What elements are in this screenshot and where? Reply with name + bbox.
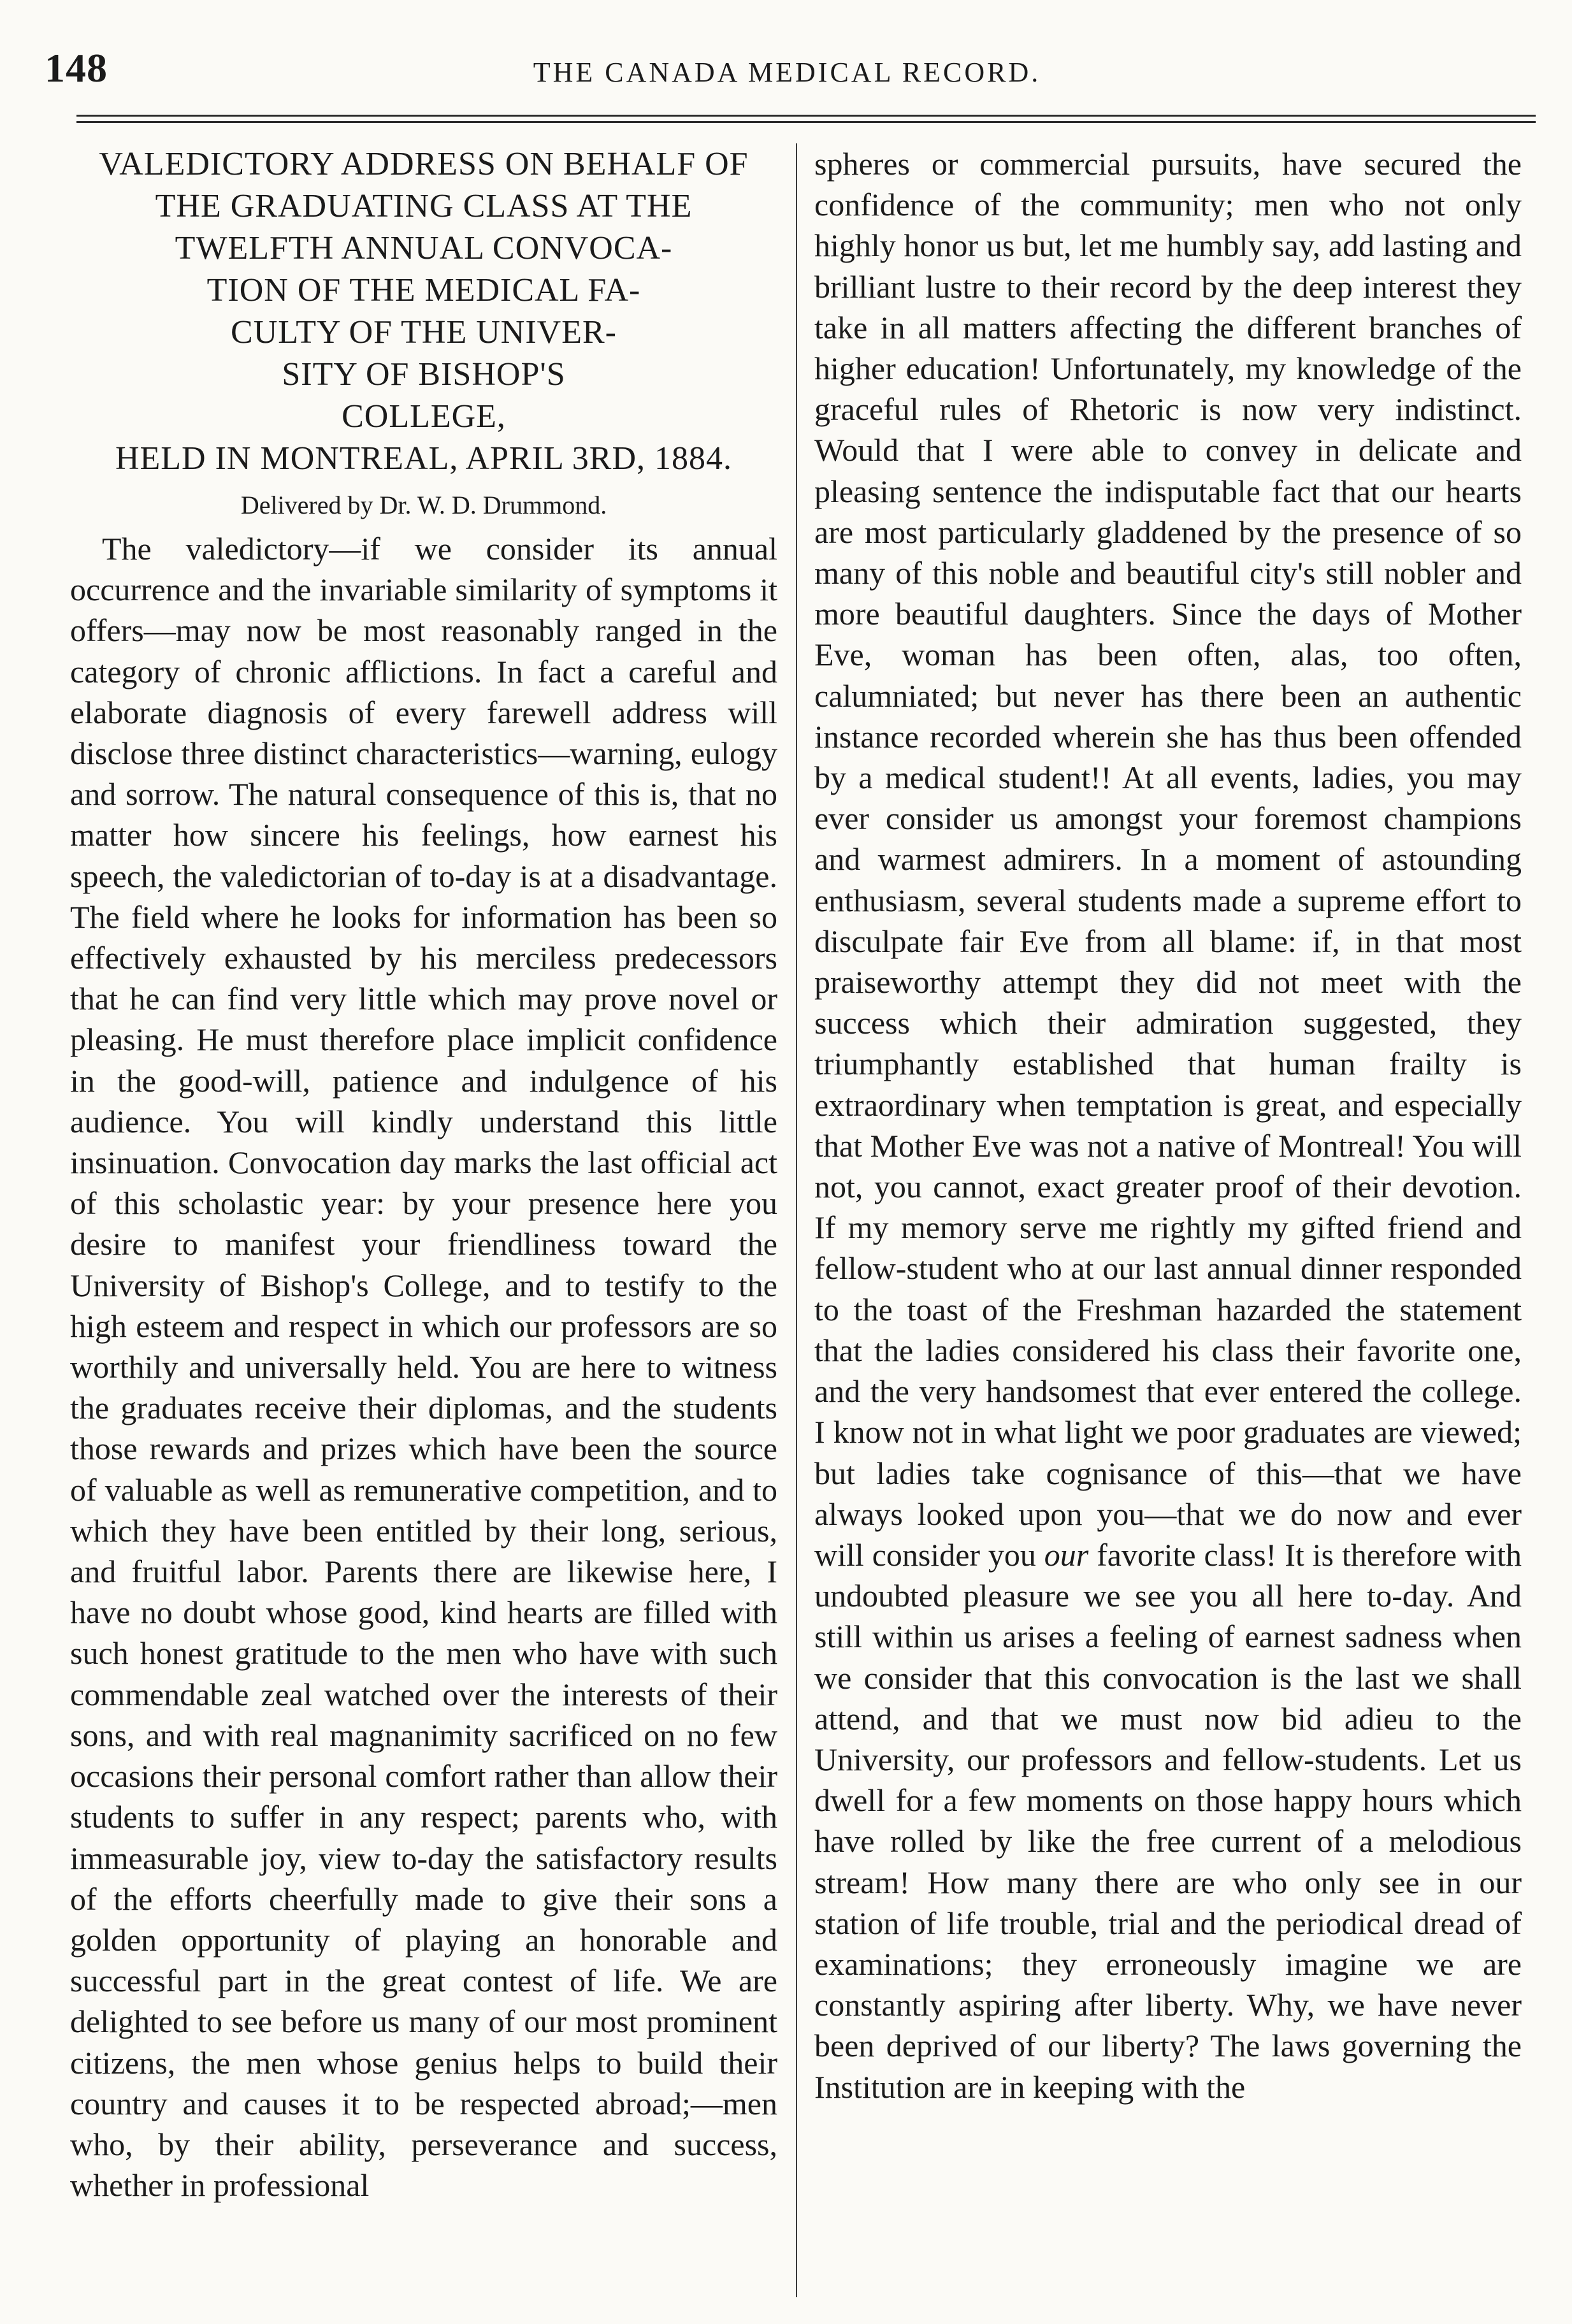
byline: Delivered by Dr. W. D. Drummond. xyxy=(240,491,607,519)
title-line: HELD IN MONTREAL, APRIL 3RD, 1884. xyxy=(115,440,733,477)
body-text-segment: favorite class! It is therefore with undoubted pleasure we see you all here to-day. And still within us arises a feeling of earnest sadness when we consider that this convocation is the last we shall attend, and that we must now bid adieu to the University, our professors and fellow-students. Let us dwell for a few moments on those happy hours which have rolled by like the free current of a melodious stream! How many there are who only see in our station of life trouble, trial and the periodical dread of examinations; they erroneously imagine we are constantly aspiring after liberty. Why, we have never been deprived of our liberty? The laws governing the Institution are in keeping with the xyxy=(814,1536,1522,2105)
title-line: CULTY OF THE UNIVER- xyxy=(231,314,617,350)
body-paragraph-right xyxy=(814,143,1522,2107)
header-rule-lower xyxy=(76,121,1536,123)
page-header xyxy=(45,45,1529,121)
right-column xyxy=(814,143,1522,2297)
body-paragraph-left: The valedictory—if we consider its annual occurrence and the invariable similarity of symptoms it offers—may now be most reasonably ranged in the category of chronic afflictions. In fact a careful and elaborate diagnosis of every farewell address will disclose three distinct characteristics—warning, eulogy and sorrow. The natural consequence of this is, that no matter how sincere his feelings, how earnest his speech, the valedictorian of to-day is at a disadvantage. The field where he looks for information has been so effectively exhausted by his merciless predecessors that he can find very little which may prove novel or pleasing. He must therefore place implicit confidence in the good-will, patience and indulgence of his audience. You will kindly understand this little insinuation. Convocation day marks the last official act of this scholastic year: by your presence here you desire to manifest your friendliness toward the University of Bishop's College, and to testify to the high esteem and respect in which our professors are so worthily and universally held. You are here to witness the graduates receive their diplomas, and the students those rewards and prizes which have been the source of valuable as well as remunerative competition, and to which they have been entitled by their long, serious, and fruitful labor. Parents there are likewise here, I have no doubt whose good, kind hearts are filled with such honest gratitude to the men who have with such commendable zeal watched over the interests of their sons, and with real magnanimity sacrificed on no few occasions their personal comfort rather than allow their students to suffer in any respect; parents who, with immeasurable joy, view to-day the satisfactory results of the efforts cheerfully made to give their sons a golden opportunity of playing an honorable and successful part in the great contest of life. We are delighted to see before us many of our most prominent citizens, the men whose genius helps to build their country and causes it to be respected abroad;—men who, by their ability, perseverance and success, whether in professional xyxy=(70,531,777,2204)
article-title xyxy=(70,143,777,480)
title-line: TWELFTH ANNUAL CONVOCA- xyxy=(175,230,673,266)
left-column xyxy=(70,143,777,2297)
title-line: COLLEGE, xyxy=(342,398,506,435)
emphasized-word: our xyxy=(1044,1536,1089,1573)
title-line: VALEDICTORY ADDRESS ON BEHALF OF xyxy=(99,146,749,182)
column-divider xyxy=(796,143,797,2297)
header-rule-upper xyxy=(76,115,1536,117)
title-line: TION OF THE MEDICAL FA- xyxy=(206,272,641,308)
body-text-segment: spheres or commercial pursuits, have secured the confidence of the community; men who not only highly honor us but, let me humbly say, add lasting and brilliant lustre to their record by the deep interest they take in all matters affecting the different branches of higher education! Unfortunately, my knowledge of the graceful rules of Rhetoric is now very indistinct. Would that I were able to convey in delicate and pleasing sentence the indisputable fact that our hearts are most particularly gladdened by the presence of so many of this noble and beautiful city's still nobler and more beautiful daughters. Since the days of Mother Eve, woman has been often, alas, too often, calumniated; but never has there been an authentic instance recorded wherein she has thus been offended by a medical student!! At all events, ladies, you may ever consider us amongst your foremost champions and warmest admirers. In a moment of astounding enthusiasm, several students made a supreme effort to disculpate fair Eve from all blame: if, in that most praiseworthy attempt they did not meet with the success which their admiration suggested, they triumphantly established that human frailty is extraordinary when temptation is great, and especially that Mother Eve was not a native of Montreal! You will not, you cannot, exact greater proof of their devotion. If my memory serve me rightly my gifted friend and fellow-student who at our last annual dinner responded to the toast of the Freshman hazarded the statement that the ladies considered his class their favorite one, and the very handsomest that ever entered the college. I know not in what light we poor graduates are viewed; but ladies take cognisance of this—that we have always looked upon you—that we do now and ever will consider you xyxy=(814,146,1522,1573)
title-line: THE GRADUATING CLASS AT THE xyxy=(155,188,693,224)
page-number: 148 xyxy=(45,45,108,90)
running-head: THE CANADA MEDICAL RECORD. xyxy=(533,57,1041,88)
title-line: SITY OF BISHOP'S xyxy=(282,356,566,393)
